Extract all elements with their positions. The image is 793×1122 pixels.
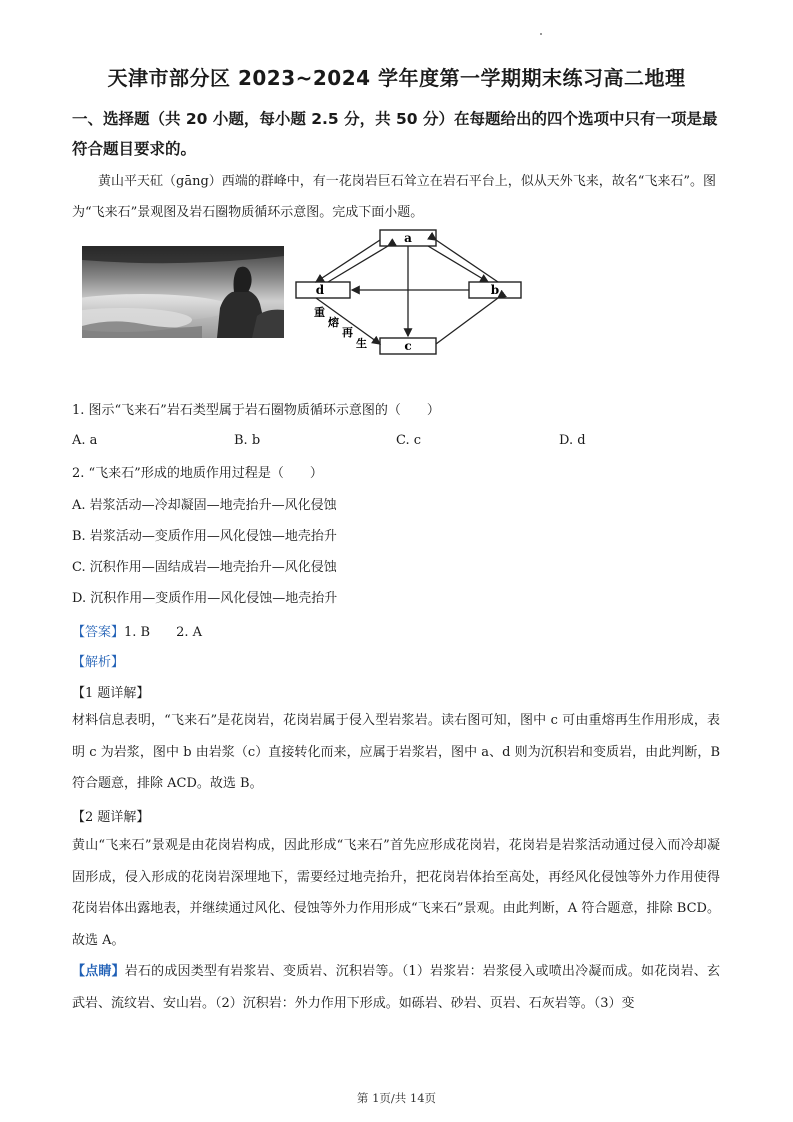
page-footer: 第 1页/共 14页 (356, 1091, 437, 1105)
q2-option-b: B. 岩浆活动—变质作用—风化侵蚀—地壳抬升 (72, 529, 337, 544)
rock-cycle-diagram (292, 226, 524, 358)
answer-tag: 【答案】 (72, 625, 125, 640)
flying-stone-photo (82, 246, 284, 338)
q1-option-d: D. d (559, 433, 586, 448)
q1-option-b: B. b (234, 433, 261, 448)
q1-option-a: A. a (72, 433, 98, 448)
page-title: 天津市部分区 2023~2024 学年度第一学期期末练习高二地理 (107, 66, 686, 90)
remelt-char-1: 重 (314, 306, 325, 319)
label-b: b (490, 283, 500, 297)
q2-option-d: D. 沉积作用—变质作用—风化侵蚀—地壳抬升 (72, 591, 338, 606)
q1-option-c: C. c (396, 433, 422, 448)
answer-line (72, 621, 202, 640)
detail2-text: 黄山“飞来石”景观是由花岗岩构成，因此形成“飞来石”首先应形成花岗岩，花岗岩是岩浆活动通过侵入而冷却凝固形成，侵入形成的花岗岩深埋地下，需要经过地壳抬升，把花岗岩体抬至高处，再经风化侵蚀等外力作用使得花岗岩体出露地表，并继续通过风化、侵蚀等外力作用形成“飞来石”景观。由此判断，A 符合题意，排除 BCD。故选 A。 (72, 838, 720, 948)
answer-text: 1. B 2. A (124, 625, 203, 640)
detail1-text: 材料信息表明，“飞来石”是花岗岩，花岗岩属于侵入型岩浆岩。读右图可知，图中 c 可由重熔再生作用形成，表明 c 为岩浆，图中 b 由岩浆（c）直接转化而来，应属于岩浆岩，图中 a、d 则为沉积岩和变质岩，由此判断，B 符合题意，排除 ACD。故选 B。 (72, 713, 720, 791)
scan-speck (540, 33, 542, 35)
tip-text: 岩石的成因类型有岩浆岩、变质岩、沉积岩等。（1）岩浆岩：岩浆侵入或喷出冷凝而成。如花岗岩、玄武岩、流纹岩、安山岩。（2）沉积岩：外力作用下形成。如砾岩、砂岩、页岩、石灰岩等。（3）变 (72, 964, 720, 1011)
q2-option-c: C. 沉积作用—固结成岩—地壳抬升—风化侵蚀 (72, 560, 337, 575)
q2-option-a: A. 岩浆活动—冷却凝固—地壳抬升—风化侵蚀 (72, 498, 337, 513)
remelt-char-3: 再 (342, 326, 353, 339)
tip-paragraph (72, 956, 720, 1019)
analysis-tag: 【解析】 (72, 655, 125, 670)
remelt-char-2: 熔 (328, 316, 339, 329)
flying-stone-photo-image (82, 246, 284, 338)
label-a: a (404, 231, 412, 245)
q2-stem: 2. “飞来石”形成的地质作用过程是（ ） (72, 466, 323, 481)
intro-paragraph: 黄山平天矼（gāng）西端的群峰中，有一花岗岩巨石耸立在岩石平台上，似从天外飞来，故名“飞来石”。图为“飞来石”景观图及岩石圈物质循环示意图。完成下面小题。 (72, 174, 717, 220)
q1-stem: 1. 图示“飞来石”岩石类型属于岩石圈物质循环示意图的（ ） (72, 403, 440, 418)
detail1-tag: 【1 题详解】 (72, 686, 150, 701)
rock-cycle-svg (292, 226, 524, 358)
detail2-tag: 【2 题详解】 (72, 810, 150, 825)
label-d: d (315, 283, 325, 297)
tip-tag: 【点睛】 (72, 964, 125, 979)
section-heading: 一、选择题（共 20 小题，每小题 2.5 分，共 50 分）在每题给出的四个选项中只有一项是最符合题目要求的。 (72, 110, 718, 158)
remelt-char-4: 生 (356, 337, 367, 350)
label-c: c (404, 339, 412, 353)
